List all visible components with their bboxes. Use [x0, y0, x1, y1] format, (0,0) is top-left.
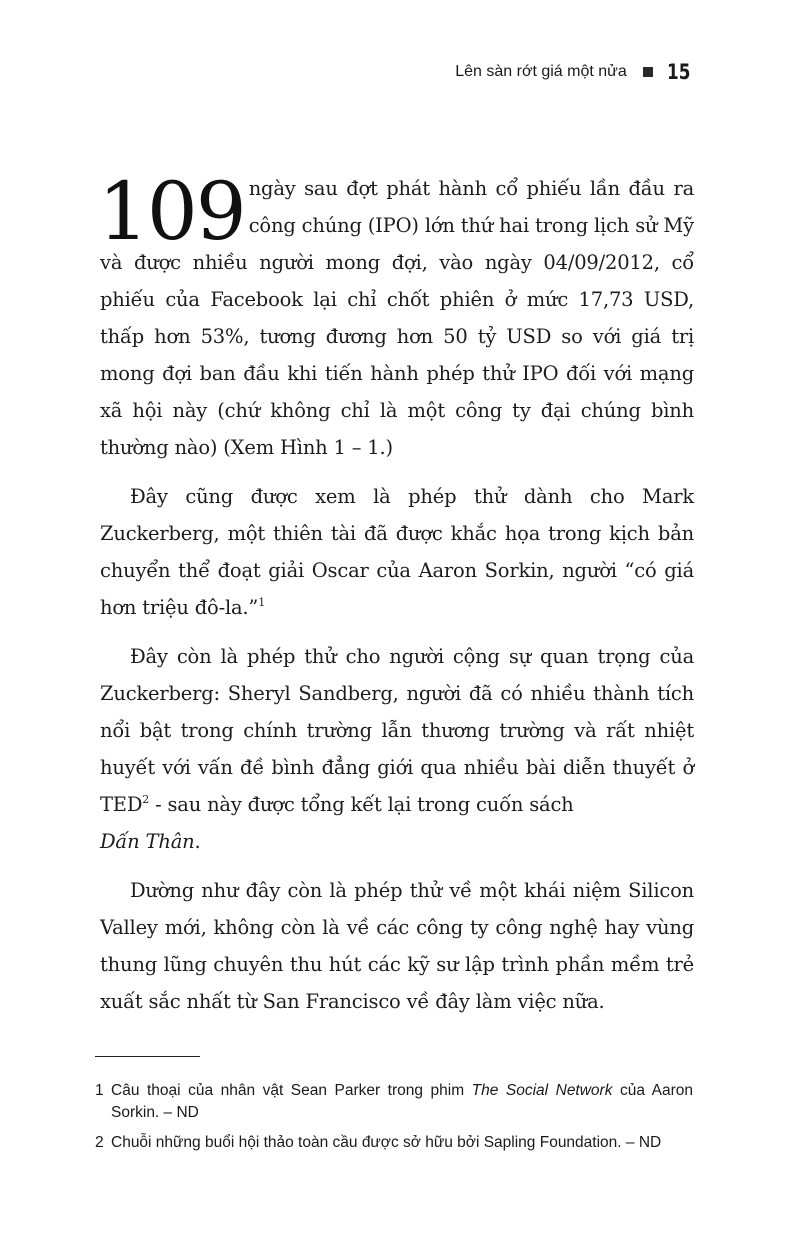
footnote-number: 2 [95, 1134, 104, 1151]
footnote-2 [95, 1132, 693, 1154]
footnote-1 [95, 1080, 693, 1124]
paragraph-2-text: Đây cũng được xem là phép thử dành cho Mark Zuckerberg, một thiên tài đã được khắc họa trong kịch bản chuyển thể đoạt giải Oscar của Aaron Sorkin, người “có giá hơn triệu đô-la.” [100, 485, 694, 619]
square-bullet-icon [643, 67, 653, 77]
paragraph-1 [98, 165, 694, 466]
paragraph-3-text-after: - sau này được tổng kết lại trong cuốn sách [149, 793, 574, 816]
paragraph-3 [100, 638, 694, 860]
footnote-1-text-after: của Aaron Sorkin. – ND [111, 1082, 694, 1121]
footnote-text: Chuỗi những buổi hội thảo toàn cầu được sở hữu bởi Sapling Foundation. – ND [111, 1134, 662, 1151]
footnote-1-text: Câu thoại của nhân vật Sean Parker trong phim [111, 1082, 472, 1099]
drop-cap: 109 [98, 165, 245, 258]
paragraph-3-end: . [194, 830, 201, 853]
footnote-text [111, 1080, 693, 1124]
paragraph-4-text: Dường như đây còn là phép thử về một khái niệm Silicon Valley mới, không còn là về các công ty công nghệ hay vùng thung lũng chuyên thu hút các kỹ sư lập trình phần mềm trẻ xuất sắc nhất từ San Francisco về đây làm việc nữa. [100, 879, 694, 1013]
paragraph-1-text: ngày sau đợt phát hành cổ phiếu lần đầu ra công chúng (IPO) lớn thứ hai trong lịch sử Mỹ và được nhiều người mong đợi, vào ngày 04/09/2012, cổ phiếu của Facebook lại chỉ chốt phiên ở mức 17,73 USD, thấp hơn 53%, tương đương hơn 50 tỷ USD so với giá trị mong đợi ban đầu khi tiến hành phép thử IPO đối với mạng xã hội này (chứ không chỉ là một công ty đại chúng bình thường nào) (Xem Hình 1 – 1.) [100, 177, 694, 459]
paragraph-3-text: Đây còn là phép thử cho người cộng sự quan trọng của Zuckerberg: Sheryl Sandberg, người đã có nhiều thành tích nổi bật trong chính trường lẫn thương trường và rất nhiệt huyết với vấn đề bình đẳng giới qua nhiều bài diễn thuyết ở TED [100, 645, 694, 816]
footnote-ref-1[interactable]: 1 [258, 596, 266, 609]
footnote-ref-2[interactable]: 2 [142, 793, 150, 806]
page-number: 15 [666, 60, 691, 84]
running-head [455, 60, 696, 84]
footnotes [95, 1080, 693, 1162]
film-title: The Social Network [471, 1082, 613, 1099]
paragraph-2 [100, 478, 694, 626]
footnote-number: 1 [95, 1082, 104, 1099]
chapter-title: Lên sàn rớt giá một nửa [455, 63, 627, 80]
book-title: Dấn Thân [100, 830, 195, 853]
footnote-divider [95, 1056, 200, 1057]
body-text [98, 165, 694, 1032]
paragraph-4 [100, 872, 694, 1020]
